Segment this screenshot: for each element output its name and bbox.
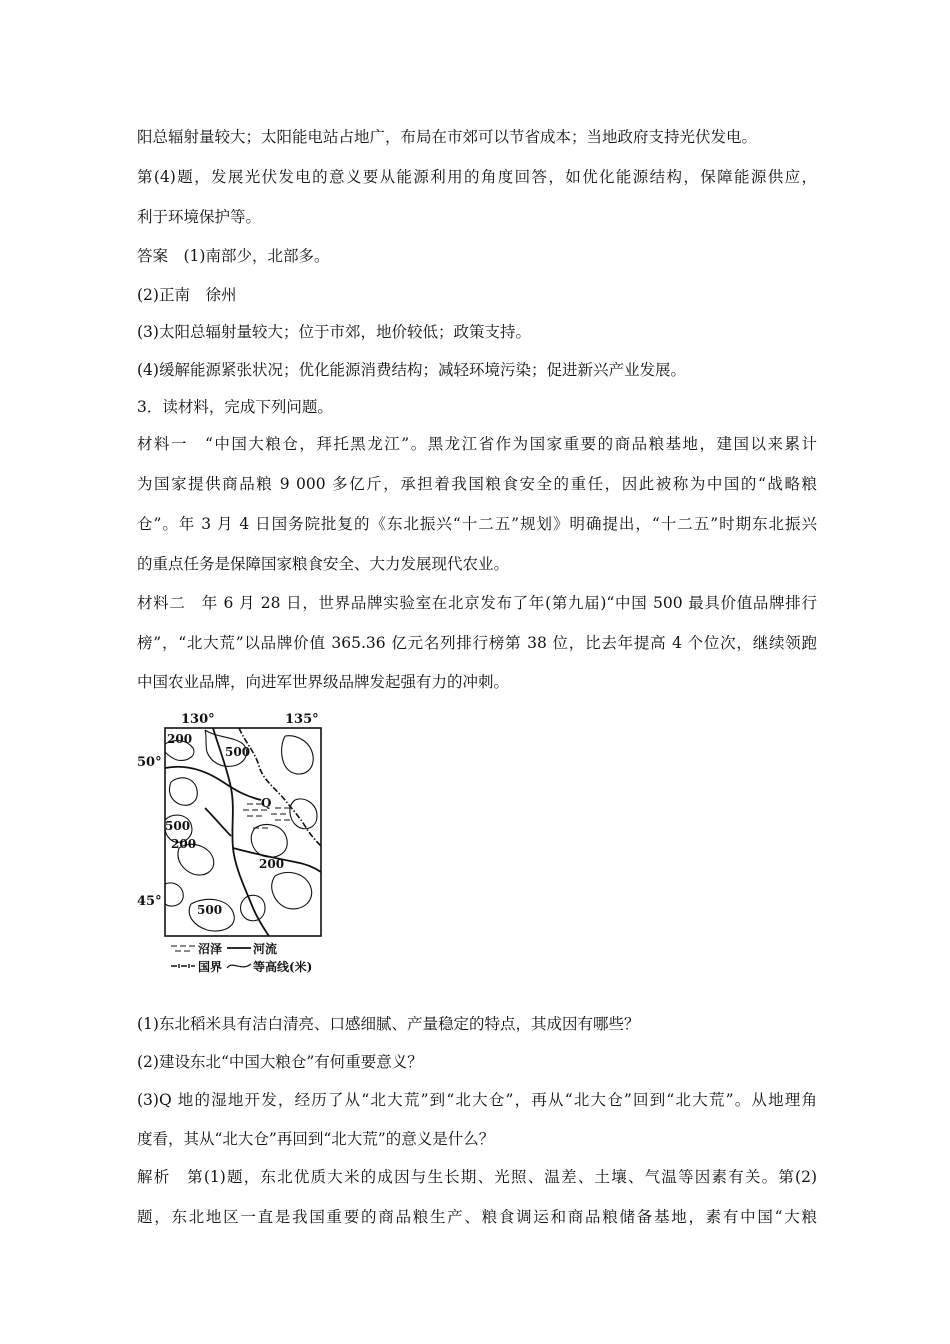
material-2-line-3: 中国农业品牌，向进军世界级品牌发起强有力的冲刺。 bbox=[137, 673, 510, 691]
legend-swamp: 沼泽 bbox=[198, 942, 223, 956]
material-1-line-3: 仓”。年 3 月 4 日国务院批复的《东北振兴“十二五”规划》明确提出，“十二五”时期东北振兴 bbox=[137, 515, 817, 533]
legend-border: 国界 bbox=[198, 960, 223, 974]
point-q-label: Q bbox=[261, 796, 272, 810]
material-2-line-1: 材料二 年 6 月 28 日，世界品牌实验室在北京发布了年(第九届)“中国 500 最具价值品牌排行 bbox=[137, 594, 817, 612]
answer-3: (3)太阳总辐射量较大；位于市郊，地价较低；政策支持。 bbox=[137, 323, 531, 341]
contour-label-200-c: 200 bbox=[259, 857, 285, 871]
lon-label-135: 135° bbox=[285, 712, 319, 727]
contour-label-500-c: 500 bbox=[197, 903, 223, 917]
material-2-line-2: 榜”，“北大荒”以品牌价值 365.36 亿元名列排行榜第 38 位，比去年提高 4 个位次，继续领跑 bbox=[137, 634, 817, 652]
text-line-1: 阳总辐射量较大；太阳能电站占地广，布局在市郊可以节省成本；当地政府支持光伏发电。 bbox=[137, 128, 758, 146]
text-line-3: 利于环境保护等。 bbox=[137, 208, 262, 226]
map-legend bbox=[171, 941, 312, 974]
answer-heading: 答案 (1)南部少，北部多。 bbox=[137, 247, 330, 265]
question-1: (1)东北稻米具有洁白清亮、口感细腻、产量稳定的特点，其成因有哪些？ bbox=[137, 1015, 640, 1033]
material-1-line-1: 材料一 “中国大粮仓，拜托黑龙江”。黑龙江省作为国家重要的商品粮基地，建国以来累计 bbox=[137, 435, 817, 453]
contour-label-500-a: 500 bbox=[225, 745, 251, 759]
question-2: (2)建设东北“中国大粮仓”有何重要意义？ bbox=[137, 1053, 423, 1071]
analysis-line-2: 题，东北地区一直是我国重要的商品粮生产、粮食调运和商品粮储备基地，素有中国“大粮 bbox=[137, 1208, 817, 1226]
legend-contour: 等高线(米) bbox=[253, 960, 313, 974]
answer-4: (4)缓解能源紧张状况；优化能源消费结构；减轻环境污染；促进新兴产业发展。 bbox=[137, 361, 686, 379]
contour-map bbox=[135, 708, 335, 978]
legend-river: 河流 bbox=[253, 942, 278, 956]
question-3-title: 3．读材料，完成下列问题。 bbox=[137, 398, 333, 416]
lat-label-45: 45° bbox=[137, 894, 162, 909]
question-3-line-2: 度看，其从“北大仓”再回到“北大荒”的意义是什么？ bbox=[137, 1130, 495, 1148]
question-3-line-1: (3)Q 地的湿地开发，经历了从“北大荒”到“北大仓”，再从“北大仓”回到“北大荒”。从地理角 bbox=[137, 1091, 817, 1109]
lat-label-50: 50° bbox=[137, 755, 162, 770]
material-1-line-2: 为国家提供商品粮 9 000 多亿斤，承担着我国粮食安全的重任，因此被称为中国的“战略粮 bbox=[137, 475, 817, 493]
contour-label-200-b: 200 bbox=[171, 837, 197, 851]
lon-label-130: 130° bbox=[181, 712, 215, 727]
contour-label-500-b: 500 bbox=[165, 819, 191, 833]
text-line-2: 第(4)题，发展光伏发电的意义要从能源利用的角度回答，如优化能源结构，保障能源供应， bbox=[137, 168, 817, 186]
analysis-line-1: 解析 第(1)题，东北优质大米的成因与生长期、光照、温差、土壤、气温等因素有关。第(2) bbox=[137, 1168, 817, 1186]
material-1-line-4: 的重点任务是保障国家粮食安全、大力发展现代农业。 bbox=[137, 555, 510, 573]
answer-2: (2)正南 徐州 bbox=[137, 286, 237, 304]
contour-label-200-a: 200 bbox=[167, 732, 193, 746]
